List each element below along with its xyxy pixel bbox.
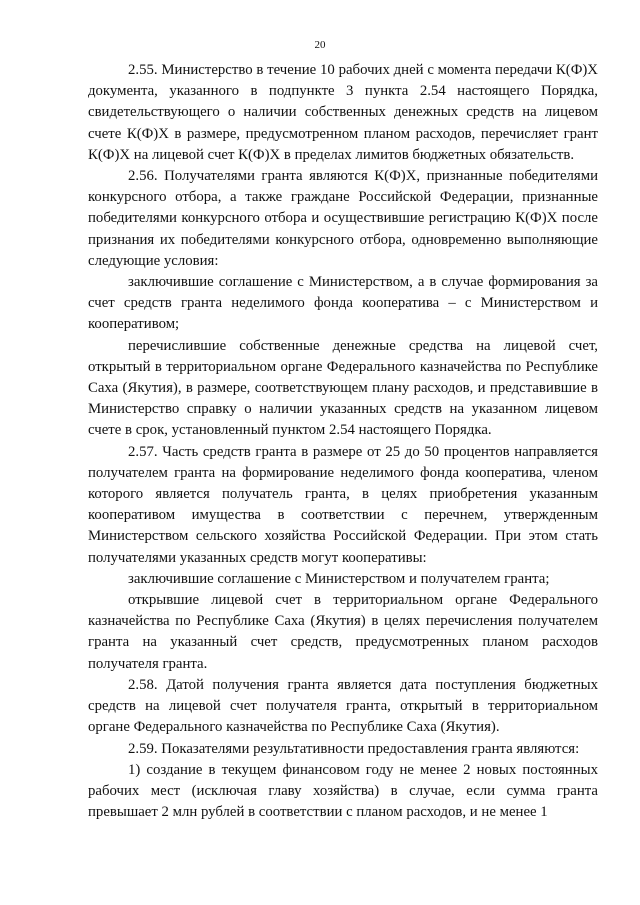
paragraph-indicator-1: 1) создание в текущем финансовом году не менее 2 новых постоянных рабочих мест (исключая главу хозяйства) в случае, если сумма гранта превышает 2 млн рублей в соответствии с планом расходов, и не менее 1 [88, 761, 598, 821]
paragraph-2-56: 2.56. Получателями гранта являются К(Ф)Х, признанные победителями конкурсного отбора, а также граждане Российской Федерации, признанные победителями конкурсного отбора и осуществившие регистрацию К(Ф)Х после признания их победителями конкурсного отбора, одновременно выполняющие следующие условия: [88, 168, 598, 269]
paragraph-condition-own-funds: перечислившие собственные денежные средства на лицевой счет, открытый в территориальном органе Федерального казначейства по Республике Саха (Якутия), в размере, соответствующем плану расходов, и представившие в Министерство справку о наличии указанных средств на указанном лицевом счете в срок, установленный пунктом 2.54 настоящего Порядка. [88, 337, 598, 439]
document-body [88, 60, 598, 823]
paragraph-2-59: 2.59. Показателями результативности предоставления гранта являются: [128, 740, 580, 757]
paragraph-cooperative-account: открывшие лицевой счет в территориальном органе Федерального казначейства по Республике Саха (Якутия) в целях перечисления получателем гранта на указанный счет средств, предусмотренных планом расходов получателя гранта. [88, 592, 598, 672]
paragraph-2-58: 2.58. Датой получения гранта является дата поступления бюджетных средств на лицевой счет получателя гранта, открытый в территориальном органе Федерального казначейства по Республике Саха (Якутия). [88, 676, 598, 736]
page-number: 20 [314, 39, 326, 51]
paragraph-2-55: 2.55. Министерство в течение 10 рабочих дней с момента передачи К(Ф)Х документа, указанного в подпункте 3 пункта 2.54 настоящего Порядка, свидетельствующего о наличии собственных денежных средств на лицевом счете К(Ф)Х в размере, предусмотренном планом расходов, перечисляет грант К(Ф)Х на лицевой счет К(Ф)Х в пределах лимитов бюджетных обязательств. [88, 62, 598, 163]
paragraph-condition-agreement: заключившие соглашение с Министерством, а в случае формирования за счет средств гранта неделимого фонда кооператива – с Министерством и кооперативом; [88, 274, 598, 333]
paragraph-2-57: 2.57. Часть средств гранта в размере от 25 до 50 процентов направляется получателем гранта на формирование неделимого фонда кооператива, членом которого является получатель гранта, в целях приобретения указанным кооперативом имущества в соответствии с перечнем, утвержденным Министерством сельского хозяйства Российской Федерации. При этом стать получателями указанных средств могут кооперативы: [88, 443, 598, 566]
paragraph-cooperative-agreement: заключившие соглашение с Министерством и получателем гранта; [128, 570, 550, 587]
